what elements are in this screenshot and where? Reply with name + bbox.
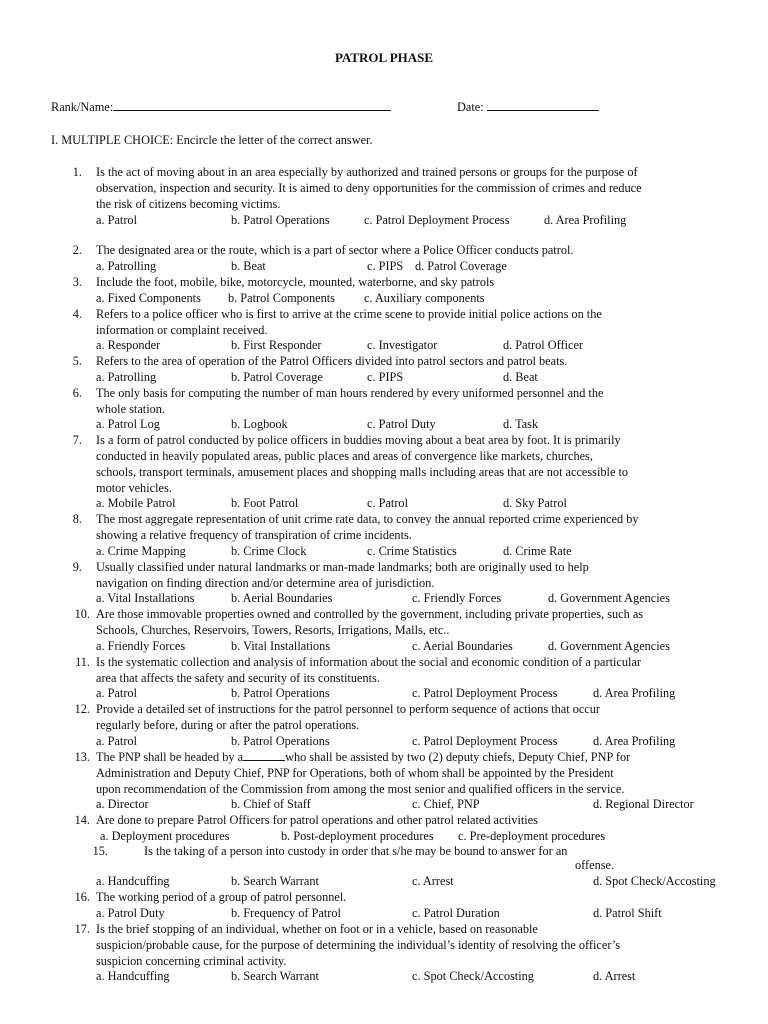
question-number: 13. xyxy=(74,750,90,764)
choice-d[interactable]: d. Spot Check/Accosting xyxy=(593,874,716,888)
question-text-continued: offense. xyxy=(575,858,615,872)
choice-b[interactable]: b. Post-deployment procedures xyxy=(281,829,434,843)
choice-d[interactable]: d. Patrol Officer xyxy=(503,338,584,352)
rank-name-label: Rank/Name: xyxy=(51,100,114,114)
choice-c[interactable]: c. Crime Statistics xyxy=(367,544,457,558)
choice-a[interactable]: a. Responder xyxy=(96,338,161,352)
choice-a[interactable]: a. Patrolling xyxy=(96,259,157,273)
choice-b[interactable]: b. Beat xyxy=(231,259,266,273)
question-number: 14. xyxy=(74,813,90,827)
date-field[interactable] xyxy=(457,99,599,115)
question-text: Are done to prepare Patrol Officers for patrol operations and other patrol related activities xyxy=(96,813,538,827)
choice-a[interactable]: a. Patrolling xyxy=(96,370,157,384)
choice-a[interactable]: a. Handcuffing xyxy=(96,969,170,983)
choice-d[interactable]: d. Patrol Coverage xyxy=(415,259,507,273)
choice-b[interactable]: b. Frequency of Patrol xyxy=(231,906,341,920)
choice-d[interactable]: d. Patrol Shift xyxy=(593,906,662,920)
choice-c[interactable]: c. Pre-deployment procedures xyxy=(458,829,606,843)
choice-a[interactable]: a. Friendly Forces xyxy=(96,639,186,653)
date-label: Date: xyxy=(457,100,484,114)
question-number: 16. xyxy=(74,890,90,904)
page-title: PATROL PHASE xyxy=(334,50,434,65)
section-instructions: I. MULTIPLE CHOICE: Encircle the letter of the correct answer. xyxy=(51,133,373,147)
choice-a[interactable]: a. Vital Installations xyxy=(96,591,195,605)
choice-b[interactable]: b. Patrol Coverage xyxy=(231,370,323,384)
choice-c[interactable]: c. PIPS xyxy=(367,259,404,273)
question-number: 6. xyxy=(72,386,82,400)
choice-c[interactable]: c. Patrol xyxy=(367,496,408,510)
question-text: Is the act of moving about in an area especially by authorized and trained persons or groups for the purpose of observation, inspection and security. It is aimed to deny opportunities for the commission of crimes and reduce the risk of citizens becoming victims. xyxy=(96,165,642,211)
choice-b[interactable]: b. Logbook xyxy=(231,417,288,431)
question-text: Refers to the area of operation of the Patrol Officers divided into patrol sectors and patrol beats. xyxy=(96,354,568,368)
question-number: 11. xyxy=(75,655,90,669)
choice-b[interactable]: b. Vital Installations xyxy=(231,639,331,653)
choice-d[interactable]: d. Area Profiling xyxy=(593,734,676,748)
choice-d[interactable]: d. Regional Director xyxy=(593,797,694,811)
choice-b[interactable]: b. Patrol Operations xyxy=(231,213,330,227)
question-text: The only basis for computing the number of man hours rendered by every uniformed personnel and the whole station. xyxy=(96,386,604,416)
question-number: 15. xyxy=(92,844,108,858)
question-text: The most aggregate representation of unit crime rate data, to convey the annual reported crime experienced by showing a relative frequency of transpiration of crime incidents. xyxy=(96,512,639,542)
question-number: 4. xyxy=(72,307,82,321)
choice-b[interactable]: b. Patrol Operations xyxy=(231,686,330,700)
choice-c[interactable]: c. PIPS xyxy=(367,370,404,384)
question-number: 5. xyxy=(72,354,82,368)
choice-d[interactable]: d. Government Agencies xyxy=(548,639,670,653)
choice-c[interactable]: c. Aerial Boundaries xyxy=(412,639,513,653)
question-text: Is the taking of a person into custody in order that s/he may be bound to answer for an xyxy=(144,844,568,858)
choice-a[interactable]: a. Deployment procedures xyxy=(100,829,230,843)
choice-c[interactable]: c. Friendly Forces xyxy=(412,591,502,605)
question-text: Refers to a police officer who is first to arrive at the crime scene to provide initial police actions on the information or complaint received. xyxy=(96,307,602,337)
question-number: 7. xyxy=(72,433,82,447)
choice-c[interactable]: c. Patrol Deployment Process xyxy=(412,686,558,700)
question-number: 2. xyxy=(72,243,82,257)
choice-a[interactable]: a. Patrol xyxy=(96,213,137,227)
answer-blank xyxy=(243,749,285,761)
choice-a[interactable]: a. Patrol Log xyxy=(96,417,160,431)
choice-d[interactable]: d. Task xyxy=(503,417,539,431)
choice-b[interactable]: b. Aerial Boundaries xyxy=(231,591,333,605)
choice-a[interactable]: a. Fixed Components xyxy=(96,291,201,305)
choice-b[interactable]: b. First Responder xyxy=(231,338,322,352)
choice-d[interactable]: d. Sky Patrol xyxy=(503,496,567,510)
choice-c[interactable]: c. Auxiliary components xyxy=(364,291,485,305)
choice-c[interactable]: c. Patrol Deployment Process xyxy=(364,213,510,227)
question-text: Usually classified under natural landmarks or man-made landmarks; both are originally used to help navigation on finding direction and/or determine area of jurisdiction. xyxy=(96,560,589,590)
question-text: The designated area or the route, which is a part of sector where a Police Officer conducts patrol. xyxy=(96,243,574,257)
question-number: 3. xyxy=(72,275,82,289)
choice-c[interactable]: c. Patrol Deployment Process xyxy=(412,734,558,748)
choice-c[interactable]: c. Chief, PNP xyxy=(412,797,480,811)
choice-a[interactable]: a. Mobile Patrol xyxy=(96,496,176,510)
choice-c[interactable]: c. Investigator xyxy=(367,338,438,352)
choice-d[interactable]: d. Crime Rate xyxy=(503,544,572,558)
question-text: Is a form of patrol conducted by police officers in buddies moving about a beat area by foot. It is primarily conducted in heavily populated areas, public places and areas of convergence like markets, churches, schools, transport terminals, amusement places and shopping malls including areas that are not accessible to motor vehicles. xyxy=(96,433,629,495)
choice-b[interactable]: b. Search Warrant xyxy=(231,874,319,888)
choice-c[interactable]: c. Arrest xyxy=(412,874,454,888)
rank-name-field[interactable] xyxy=(51,99,391,115)
choice-b[interactable]: b. Patrol Components xyxy=(228,291,335,305)
date-line xyxy=(487,99,599,111)
choice-d[interactable]: d. Area Profiling xyxy=(593,686,676,700)
question-text: Is the brief stopping of an individual, whether on foot or in a vehicle, based on reasonable suspicion/probable cause, for the purpose of determining the individual’s identity of resolving the officer’s suspicion concerning criminal activity. xyxy=(96,922,621,968)
choice-b[interactable]: b. Foot Patrol xyxy=(231,496,299,510)
choice-a[interactable]: a. Patrol xyxy=(96,734,137,748)
choice-d[interactable]: d. Government Agencies xyxy=(548,591,670,605)
choice-b[interactable]: b. Patrol Operations xyxy=(231,734,330,748)
question-number: 9. xyxy=(72,560,82,574)
question-number: 12. xyxy=(74,702,90,716)
question-number: 1. xyxy=(72,165,82,179)
question-number: 10. xyxy=(74,607,90,621)
rank-name-line xyxy=(113,99,391,111)
choice-d[interactable]: d. Beat xyxy=(503,370,538,384)
question-number: 17. xyxy=(74,922,90,936)
choice-b[interactable]: b. Crime Clock xyxy=(231,544,307,558)
choice-a[interactable]: a. Patrol xyxy=(96,686,137,700)
question-text: Include the foot, mobile, bike, motorcycle, mounted, waterborne, and sky patrols xyxy=(96,275,495,289)
choice-d[interactable]: d. Area Profiling xyxy=(544,213,627,227)
question-text: The PNP shall be headed by a who shall be assisted by two (2) deputy chiefs, Deputy Chief, PNP for Administration and Deputy Chief, PNP for Operations, both of whom shall be appointed by the President upon recommendation of the Commission from among the most senior and qualified officers in the service. xyxy=(96,750,631,796)
choice-c[interactable]: c. Patrol Duration xyxy=(412,906,500,920)
choice-a[interactable]: a. Patrol Duty xyxy=(96,906,165,920)
choice-c[interactable]: c. Patrol Duty xyxy=(367,417,436,431)
choice-a[interactable]: a. Director xyxy=(96,797,149,811)
choice-b[interactable]: b. Chief of Staff xyxy=(231,797,311,811)
question-text: Are those immovable properties owned and controlled by the government, including private properties, such as Schools, Churches, Reservoirs, Towers, Resorts, Irrigations, Malls, etc.. xyxy=(96,607,644,637)
choice-d[interactable]: d. Arrest xyxy=(593,969,636,983)
question-text: The working period of a group of patrol personnel. xyxy=(96,890,347,904)
choice-a[interactable]: a. Handcuffing xyxy=(96,874,170,888)
choice-c[interactable]: c. Spot Check/Accosting xyxy=(412,969,534,983)
question-text: Provide a detailed set of instructions for the patrol personnel to perform sequence of actions that occur regularly before, during or after the patrol operations. xyxy=(96,702,601,732)
question-number: 8. xyxy=(72,512,82,526)
choice-a[interactable]: a. Crime Mapping xyxy=(96,544,186,558)
question-text: Is the systematic collection and analysis of information about the social and economic condition of a particular area that affects the safety and security of its constituents. xyxy=(96,655,641,685)
choice-b[interactable]: b. Search Warrant xyxy=(231,969,319,983)
